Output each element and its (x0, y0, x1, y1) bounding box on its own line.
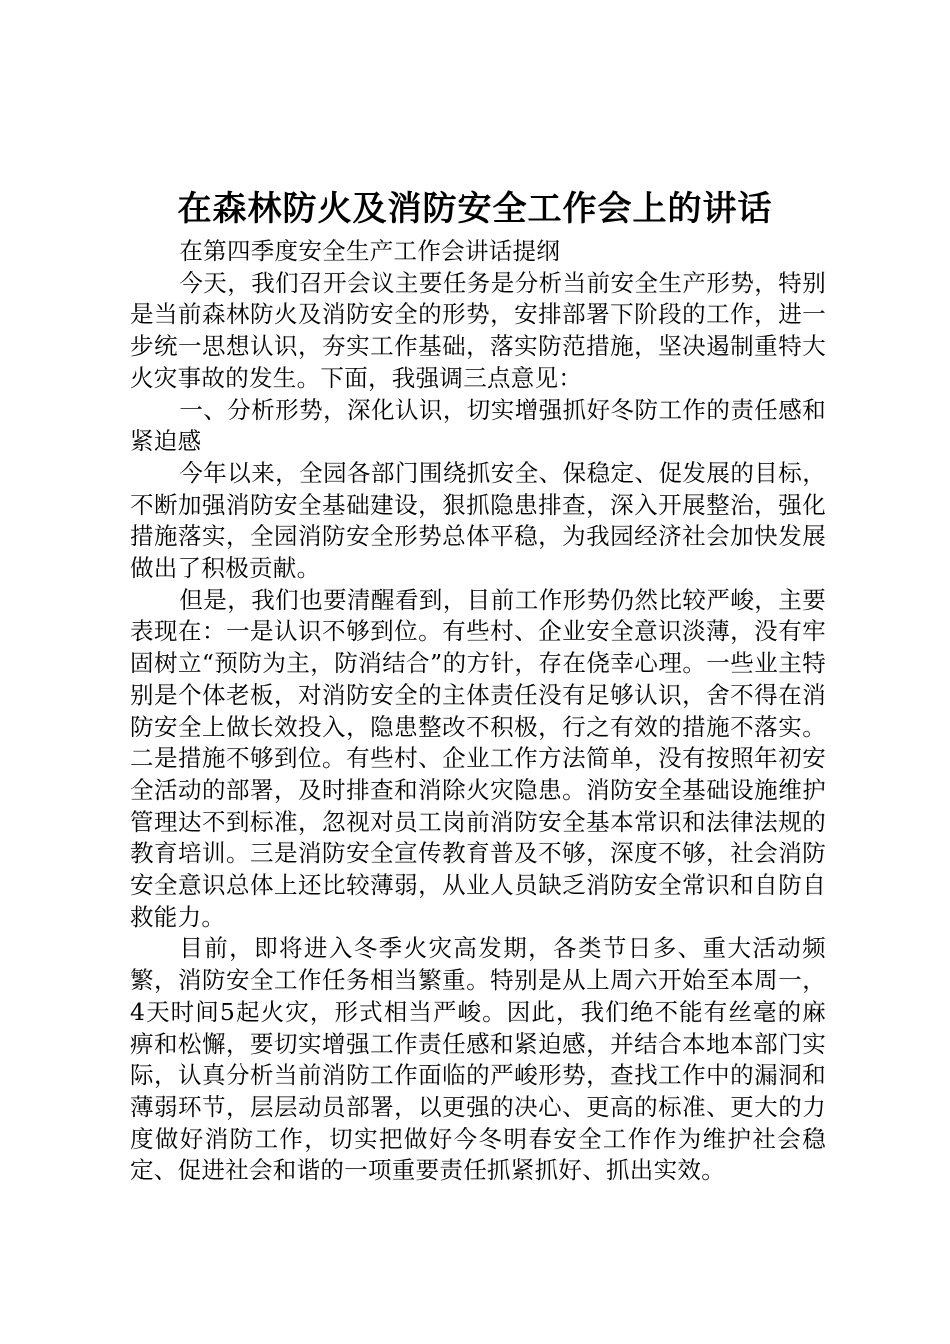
body-paragraph: 今年以来，全园各部门围绕抓安全、保稳定、促发展的目标，不断加强消防安全基础建设，狠抓隐患排查，深入开展整治，强化措施落实，全园消防安全形势总体平稳，为我园经济社会加快发展做出了积极贡献。 (130, 458, 826, 583)
section-heading: 一、分析形势，深化认识，切实增强抓好冬防工作的责任感和紧迫感 (130, 395, 826, 456)
body-paragraph: 目前，即将进入冬季火灾高发期，各类节日多、重大活动频繁，消防安全工作任务相当繁重。特别是从上周六开始至本周一，4天时间5起火灾，形式相当严峻。因此，我们绝不能有丝毫的麻痹和松懈，要切实增强工作责任感和紧迫感，并结合本地本部门实际，认真分析当前消防工作面临的严峻形势，查找工作中的漏洞和薄弱环节，层层动员部署，以更强的决心、更高的标准、更大的力度做好消防工作，切实把做好今冬明春安全工作作为维护社会稳定、促进社会和谐的一项重要责任抓紧抓好、抓出实效。 (130, 934, 826, 1185)
body-paragraph: 但是，我们也要清醒看到，目前工作形势仍然比较严峻，主要表现在：一是认识不够到位。有些村、企业安全意识淡薄，没有牢固树立“预防为主，防消结合”的方针，存在侥幸心理。一些业主特别是个体老板，对消防安全的主体责任没有足够认识，舍不得在消防安全上做长效投入，隐患整改不积极，行之有效的措施不落实。二是措施不够到位。有些村、企业工作方法简单，没有按照年初安全活动的部署，及时排查和消除火灾隐患。消防安全基础设施维护管理达不到标准，忽视对员工岗前消防安全基本常识和法律法规的教育培训。三是消防安全宣传教育普及不够，深度不够，社会消防安全意识总体上还比较薄弱，从业人员缺乏消防安全常识和自防自救能力。 (130, 585, 826, 931)
document-body (130, 236, 826, 1187)
subtitle-paragraph: 在第四季度安全生产工作会讲话提纲 (179, 237, 561, 265)
document-title: 在森林防火及消防安全工作会上的讲话 (177, 189, 773, 229)
intro-paragraph: 今天，我们召开会议主要任务是分析当前安全生产形势，特别是当前森林防火及消防安全的形势，安排部署下阶段的工作，进一步统一思想认识，夯实工作基础，落实防范措施，坚决遏制重特大火灾事故的发生。下面，我强调三点意见： (130, 268, 826, 392)
